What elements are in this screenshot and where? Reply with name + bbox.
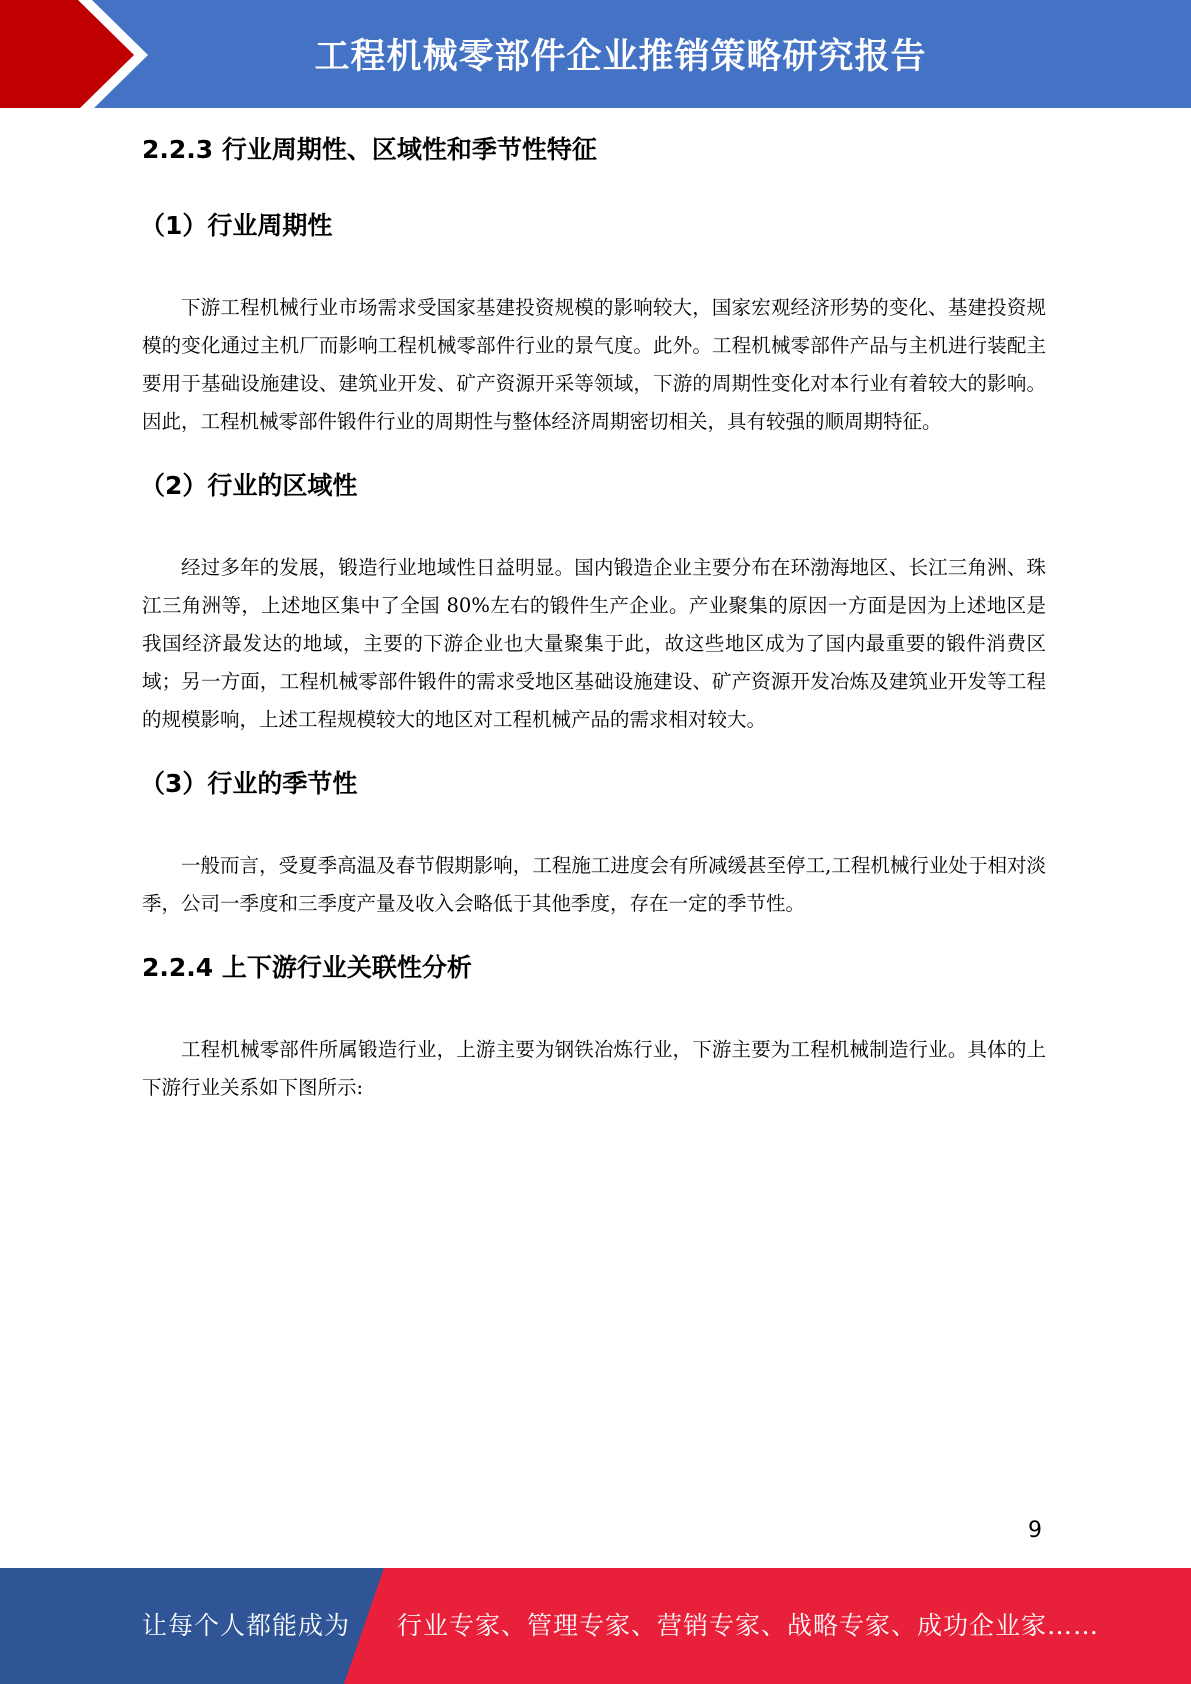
footer-slogan-right: 行业专家、管理专家、营销专家、战略专家、成功企业家…… bbox=[397, 1611, 1100, 1640]
paragraph-cyclicality: 下游工程机械行业市场需求受国家基建投资规模的影响较大，国家宏观经济形势的变化、基建投资规模的变化通过主机厂而影响工程机械零部件行业的景气度。此外。工程机械零部件产品与主机进行装配主要用于基础设施建设、建筑业开发、矿产资源开采等领域，下游的周期性变化对本行业有着较大的影响。因此，工程机械零部件锻件行业的周期性与整体经济周期密切相关，具有较强的顺周期特征。 bbox=[142, 296, 1046, 433]
document-body bbox=[142, 125, 1046, 1107]
page-footer bbox=[0, 1568, 1191, 1684]
paragraph-regionality: 经过多年的发展，锻造行业地域性日益明显。国内锻造企业主要分布在环渤海地区、长江三角洲、珠江三角洲等，上述地区集中了全国 80%左右的锻件生产企业。产业聚集的原因一方面是因为上述地区是我国经济最发达的地域，主要的下游企业也大量聚集于此，故这些地区成为了国内最重要的锻件消费区域；另一方面，工程机械零部件锻件的需求受地区基础设施建设、矿产资源开发冶炼及建筑业开发等工程的规模影响，上述工程规模较大的地区对工程机械产品的需求相对较大。 bbox=[142, 556, 1046, 731]
footer-slogan-left: 让每个人都能成为 bbox=[142, 1611, 351, 1640]
subsection-heading-seasonality: （3）行业的季节性 bbox=[140, 769, 358, 798]
paragraph-upstream-downstream: 工程机械零部件所属锻造行业，上游主要为钢铁冶炼行业，下游主要为工程机械制造行业。具体的上下游行业关系如下图所示: bbox=[142, 1038, 1046, 1099]
subsection-heading-cyclicality: （1）行业周期性 bbox=[140, 211, 333, 240]
subsection-heading-regionality: （2）行业的区域性 bbox=[140, 471, 358, 500]
page-header bbox=[0, 0, 1191, 110]
report-title: 工程机械零部件企业推销策略研究报告 bbox=[314, 37, 927, 77]
page-number: 9 bbox=[1028, 1518, 1042, 1543]
section-heading-2-2-3: 2.2.3 行业周期性、区域性和季节性特征 bbox=[142, 135, 597, 164]
paragraph-seasonality: 一般而言，受夏季高温及春节假期影响，工程施工进度会有所减缓甚至停工,工程机械行业处于相对淡季，公司一季度和三季度产量及收入会略低于其他季度，存在一定的季节性。 bbox=[142, 854, 1046, 915]
section-heading-2-2-4: 2.2.4 上下游行业关联性分析 bbox=[142, 953, 472, 982]
